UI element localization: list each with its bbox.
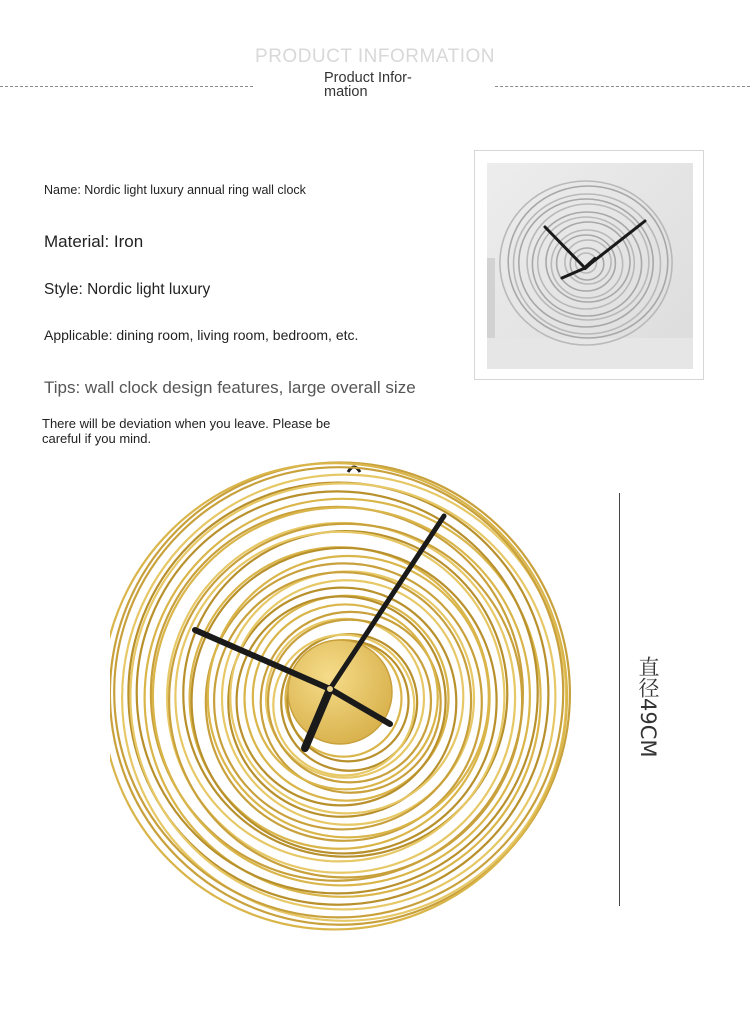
- header-subtitle: Product Infor- mation: [324, 70, 412, 100]
- dash-divider-right: [495, 86, 750, 87]
- dash-divider-left: [0, 86, 253, 87]
- header-title: PRODUCT INFORMATION: [255, 46, 495, 67]
- spec-material: Material: Iron: [44, 232, 144, 251]
- spec-name: Name: Nordic light luxury annual ring wall clock: [44, 183, 306, 197]
- spec-style: Style: Nordic light luxury: [44, 281, 211, 298]
- spec-applicable: Applicable: dining room, living room, bedroom, etc.: [44, 327, 359, 343]
- silver-ring-clock-image: [487, 163, 693, 369]
- spec-tips: Tips: wall clock design features, large overall size: [44, 378, 416, 397]
- thumbnail-frame: [474, 150, 704, 380]
- gold-ring-clock-image: [110, 452, 600, 952]
- spec-note: There will be deviation when you leave. Please be careful if you mind.: [42, 416, 331, 446]
- dimension-line: [619, 493, 620, 906]
- dimension-label: 直径49CM: [636, 656, 660, 758]
